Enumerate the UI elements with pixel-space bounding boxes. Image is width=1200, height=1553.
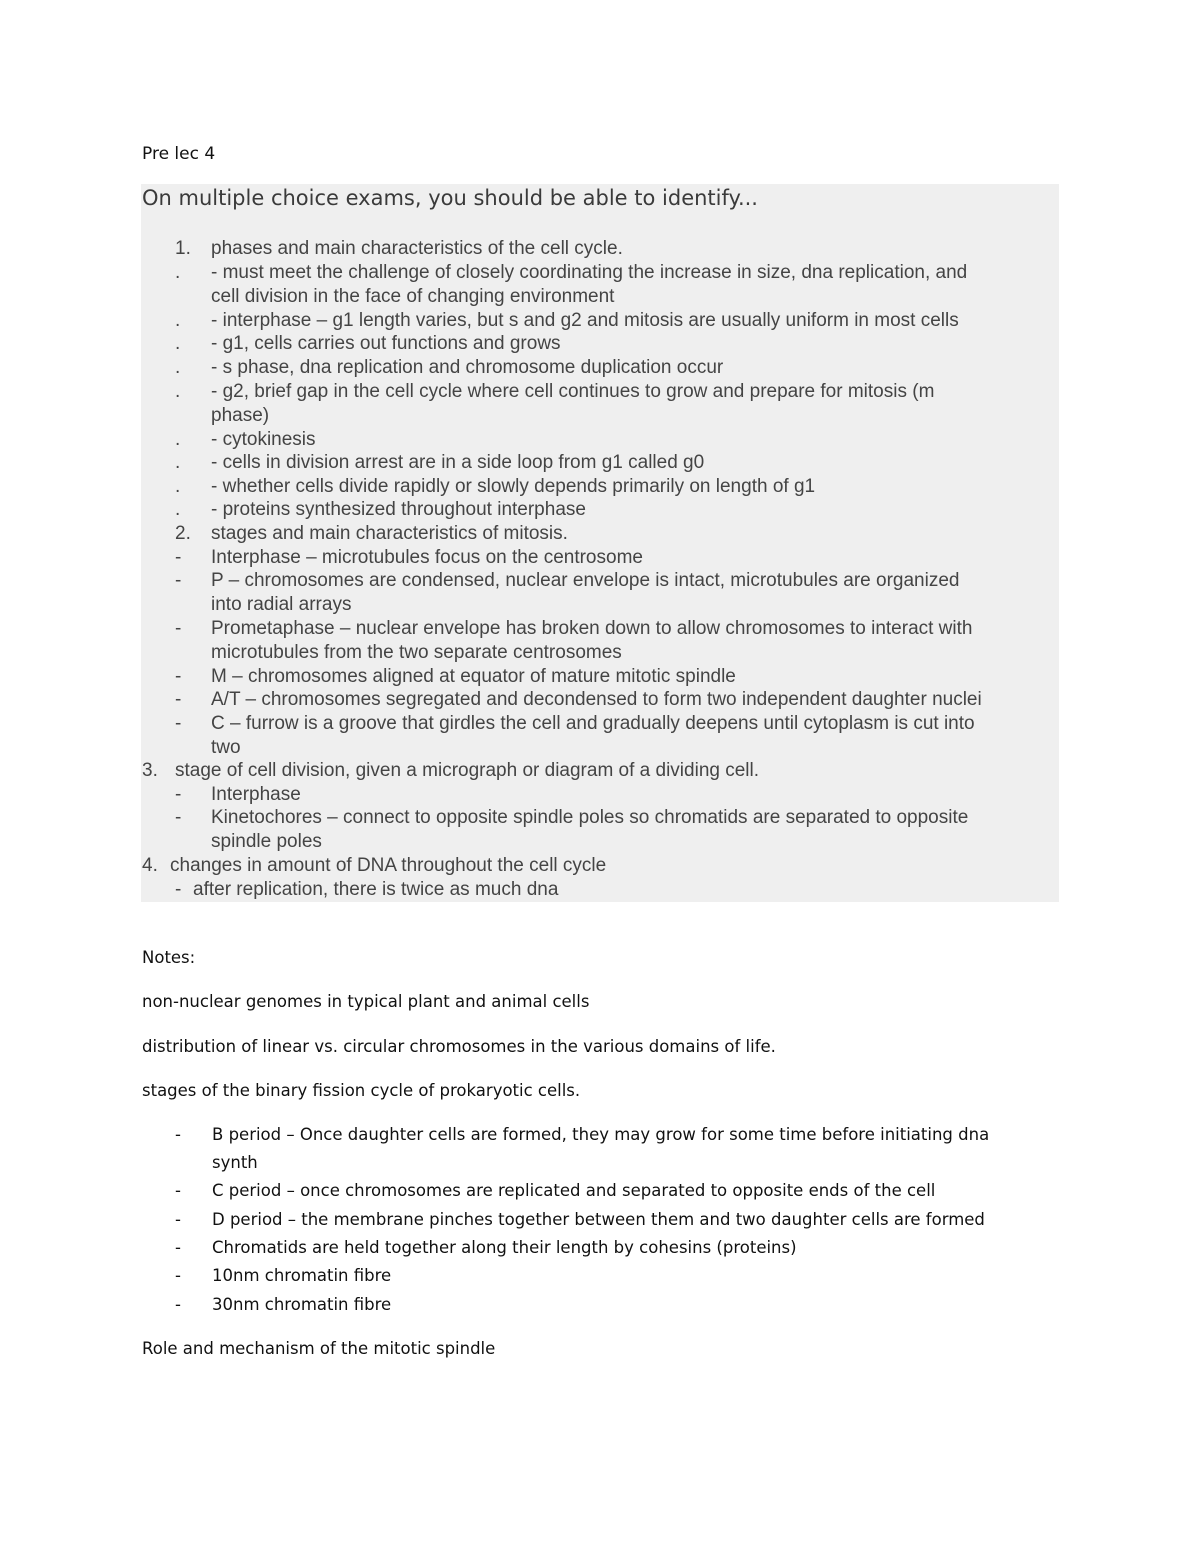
bullet-dash: - (175, 1125, 181, 1144)
list-marker: . (175, 476, 181, 497)
list-item-text: Interphase – microtubules focus on the centrosome (211, 547, 643, 568)
notes-bullet-text: D period – the membrane pinches together between them and two daughter cells are formed (212, 1210, 985, 1229)
list-marker: - (175, 570, 182, 591)
list-item-text: phase) (211, 405, 270, 426)
list-marker: - (175, 666, 182, 687)
list-marker: - (175, 618, 182, 639)
list-item-text: - must meet the challenge of closely coordinating the increase in size, dna replication, and (211, 262, 968, 283)
list-item-text: - interphase – g1 length varies, but s and g2 and mitosis are usually uniform in most cells (211, 310, 959, 331)
list-item-text: Prometaphase – nuclear envelope has broken down to allow chromosomes to interact with (211, 618, 973, 639)
list-marker: 1. (175, 238, 191, 259)
page-title: Pre lec 4 (142, 144, 216, 164)
list-item-text: cell division in the face of changing environment (211, 286, 615, 307)
list-item-text: M – chromosomes aligned at equator of mature mitotic spindle (211, 666, 736, 687)
bullet-dash: - (175, 1181, 181, 1200)
bullet-dash: - (175, 1210, 181, 1229)
list-item-text: C – furrow is a groove that girdles the cell and gradually deepens until cytoplasm is cut into (211, 713, 975, 734)
list-marker: . (175, 381, 181, 402)
list-item-text: Interphase (211, 784, 301, 805)
list-marker: - (175, 784, 182, 805)
notes-bullet-text: synth (212, 1153, 258, 1172)
list-marker: - (175, 689, 182, 710)
list-marker: . (175, 310, 181, 331)
list-marker: 3. (142, 760, 158, 781)
list-item-text: - cytokinesis (211, 429, 316, 450)
list-marker: - (175, 807, 182, 828)
list-marker: 2. (175, 523, 191, 544)
list-marker: - (175, 547, 182, 568)
list-item-text: stage of cell division, given a micrograph or diagram of a dividing cell. (175, 760, 760, 781)
list-item-text: - s phase, dna replication and chromosome duplication occur (211, 357, 724, 378)
list-item-text: two (211, 737, 241, 758)
list-item-text: Kinetochores – connect to opposite spindle poles so chromatids are separated to opposite (211, 807, 969, 828)
notes-label: Notes: (142, 948, 196, 967)
notes-paragraph: stages of the binary fission cycle of prokaryotic cells. (142, 1081, 581, 1100)
list-marker: . (175, 262, 181, 283)
list-item-text: - g1, cells carries out functions and grows (211, 333, 561, 354)
list-item-text: microtubules from the two separate centrosomes (211, 642, 622, 663)
list-item-text: into radial arrays (211, 594, 352, 615)
list-marker: 4. (142, 855, 158, 876)
list-marker: - (175, 879, 182, 900)
list-marker: . (175, 499, 181, 520)
bullet-dash: - (175, 1295, 181, 1314)
bullet-dash: - (175, 1238, 181, 1257)
list-marker: - (175, 713, 182, 734)
box-heading: On multiple choice exams, you should be able to identify... (142, 186, 758, 210)
notes-bullet-text: B period – Once daughter cells are formed, they may grow for some time before initiating dna (212, 1125, 990, 1144)
list-item-text: P – chromosomes are condensed, nuclear envelope is intact, microtubules are organized (211, 570, 960, 591)
list-item-text: spindle poles (211, 831, 322, 852)
notes-bullet-text: C period – once chromosomes are replicated and separated to opposite ends of the cell (212, 1181, 936, 1200)
list-marker: . (175, 357, 181, 378)
list-item-text: phases and main characteristics of the cell cycle. (211, 238, 623, 259)
list-marker: . (175, 429, 181, 450)
list-item-text: changes in amount of DNA throughout the cell cycle (170, 855, 607, 876)
list-item-text: - g2, brief gap in the cell cycle where cell continues to grow and prepare for mitosis (m (211, 381, 935, 402)
notes-closing: Role and mechanism of the mitotic spindle (142, 1339, 496, 1358)
list-item-text: - proteins synthesized throughout interphase (211, 499, 586, 520)
list-item-text: - cells in division arrest are in a side loop from g1 called g0 (211, 452, 705, 473)
list-marker: . (175, 333, 181, 354)
notes-paragraph: distribution of linear vs. circular chromosomes in the various domains of life. (142, 1037, 776, 1056)
list-item-text: A/T – chromosomes segregated and decondensed to form two independent daughter nuclei (211, 689, 982, 710)
list-item-text: stages and main characteristics of mitosis. (211, 523, 568, 544)
notes-bullet-text: 30nm chromatin fibre (212, 1295, 392, 1314)
list-marker: . (175, 452, 181, 473)
bullet-dash: - (175, 1266, 181, 1285)
notes-bullet-text: 10nm chromatin fibre (212, 1266, 392, 1285)
list-item-text: after replication, there is twice as much dna (193, 879, 559, 900)
list-item-text: - whether cells divide rapidly or slowly depends primarily on length of g1 (211, 476, 816, 497)
notes-bullet-text: Chromatids are held together along their length by cohesins (proteins) (212, 1238, 797, 1257)
notes-paragraph: non-nuclear genomes in typical plant and animal cells (142, 992, 590, 1011)
